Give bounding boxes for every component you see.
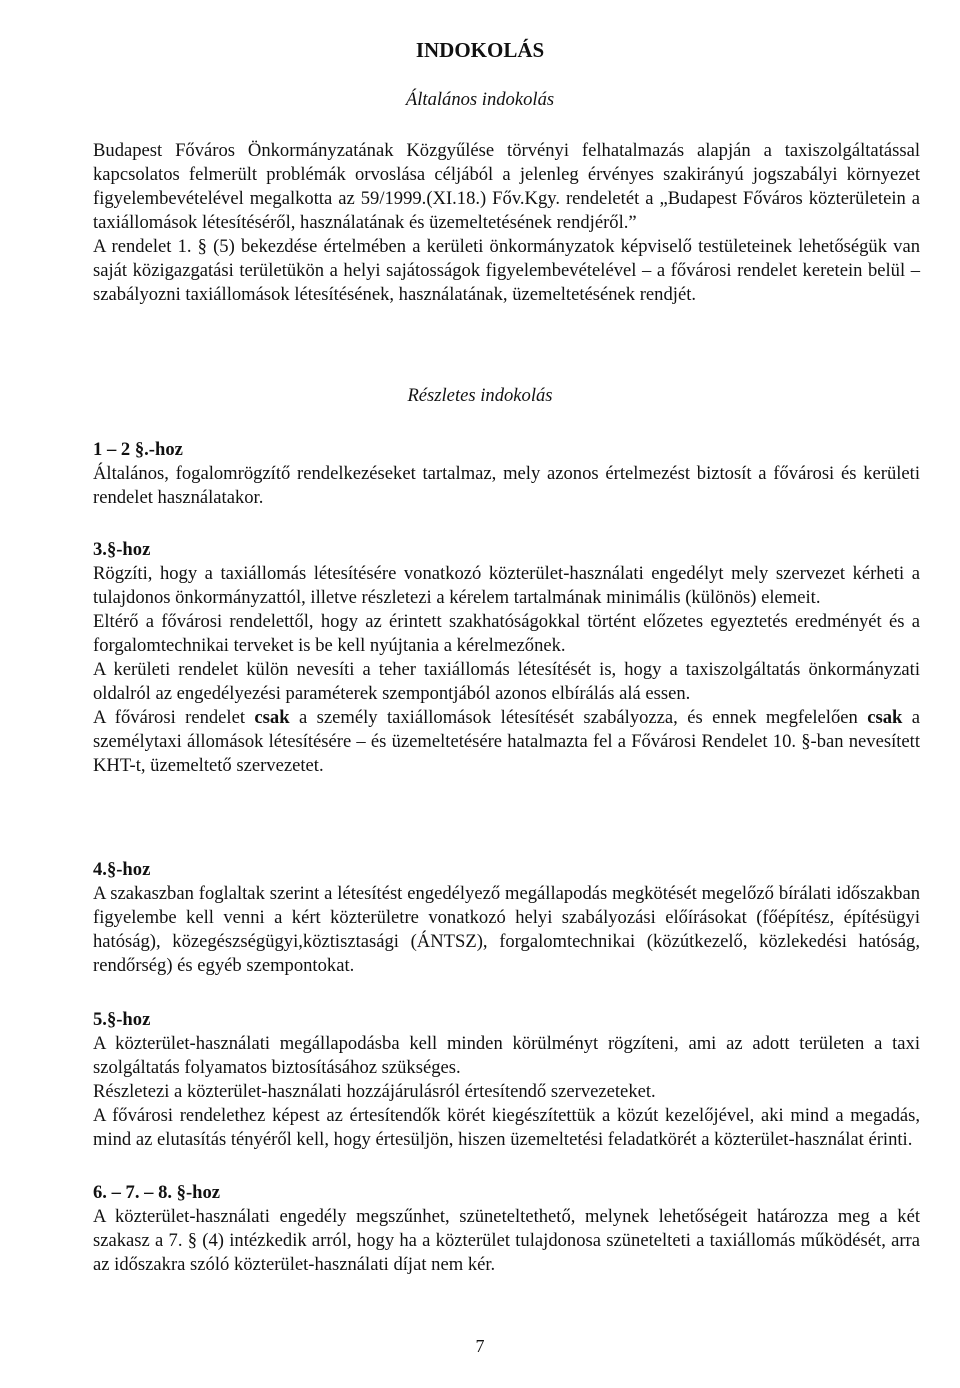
section-1-2: [93, 438, 920, 510]
section-5: [93, 1008, 920, 1152]
section-3-p4-text-2: a személy taxiállomások létesítését szabályozza, és ennek megfelelően: [289, 707, 868, 728]
section-6-8-paragraph: A közterület-használati engedély megszűnhet, szüneteltethető, melynek lehetőségeit határozza meg a két szakasz a 7. § (4) intézkedik arról, hogy ha a közterület tulajdonosa szünetelteti a taxiállomás működését, arra az időszakra szóló közterület-használati díjat nem kér.: [93, 1206, 920, 1275]
section-3-paragraph-3: A kerületi rendelet külön nevesíti a teher taxiállomás létesítését is, hogy a taxiszolgáltatás önkormányzati oldalról az engedélyezési paraméterek szempontjából azonos elbírálás alá essen.: [93, 659, 920, 704]
section-3-p4-emphasis-2: csak: [867, 707, 903, 728]
section-1-2-paragraph: Általános, fogalomrögzítő rendelkezéseket tartalmaz, mely azonos értelmezést biztosít a fővárosi és kerületi rendelet használatakor.: [93, 463, 920, 508]
section-3-paragraph-1: Rögzíti, hogy a taxiállomás létesítésére vonatkozó közterület-használati engedélyt mely szervezet kérheti a tulajdonos önkormányzattól, illetve részletezi a kérelem tartalmának minimális (különös) elemeit.: [93, 563, 920, 608]
detailed-justification-heading: Részletes indokolás: [407, 385, 553, 406]
page-number: 7: [475, 1336, 485, 1356]
section-5-paragraph-1: A közterület-használati megállapodásba kell minden körülményt rögzíteni, ami az adott területen a taxi szolgáltatás folyamatos biztosításához szükséges.: [93, 1033, 920, 1078]
section-5-heading: 5.§-hoz: [93, 1009, 151, 1030]
section-1-2-heading: 1 – 2 §.-hoz: [93, 439, 183, 460]
section-4-heading: 4.§-hoz: [93, 859, 151, 880]
section-4-paragraph: A szakaszban foglaltak szerint a létesítést engedélyező megállapodás megkötését megelőző bírálati időszakban figyelembe kell venni a kért közterületre vonatkozó helyi szabályozási előírásokat (főépítész, építésügyi hatóság), közegészségügyi,köztisztasági (ÁNTSZ), forgalomtechnikai (közútkezelő, közlekedési hatóság, rendőrség) és egyéb szempontokat.: [93, 883, 920, 976]
section-5-paragraph-2: Részletezi a közterület-használati hozzájárulásról értesítendő szervezeteket.: [93, 1081, 656, 1102]
section-3-p4-emphasis-1: csak: [254, 707, 290, 728]
section-3-heading: 3.§-hoz: [93, 539, 151, 560]
section-3: [93, 538, 920, 778]
general-justification-heading: Általános indokolás: [405, 89, 555, 110]
section-6-8: [93, 1181, 920, 1277]
section-6-8-heading: 6. – 7. – 8. §-hoz: [93, 1182, 221, 1203]
general-justification-body: [93, 139, 920, 307]
section-4: [93, 858, 920, 978]
section-3-p4-text-1: A fővárosi rendelet: [93, 707, 255, 728]
section-3-paragraph-4: [93, 706, 920, 778]
document-title: INDOKOLÁS: [415, 38, 545, 62]
general-paragraph-2: A rendelet 1. § (5) bekezdése értelmében a kerületi önkormányzatok képviselő testületeinek lehetőségük van saját közigazgatási területükön a helyi sajátosságok figyelembevételével – a fővárosi rendelet keretein belül – szabályozni taxiállomások létesítésének, használatának, üzemeltetésének rendjét.: [93, 236, 920, 305]
section-3-p4-text-3: a személytaxi állomások létesítésére – és üzemeltetésére hatalmazta fel a Fővárosi Rendelet 10. §-ban nevesített KHT-t, üzemeltető szervezetet.: [93, 707, 920, 776]
general-paragraph-1: Budapest Főváros Önkormányzatának Közgyűlése törvényi felhatalmazás alapján a taxiszolgáltatással kapcsolatos felmerült problémák orvoslása céljából a jelenleg érvényes szakirányú jogszabályi környezet figyelembevételével megalkotta az 59/1999.(XI.18.) Főv.Kgy. rendeletét a „Budapest Főváros közterületein a taxiállomások létesítéséről, használatának és üzemeltetésének rendjéről.”: [93, 140, 920, 233]
section-5-paragraph-3: A fővárosi rendelethez képest az értesítendők körét kiegészítettük a közút kezelőjével, aki mind a megadás, mind az elutasítás tényéről kell, hogy értesüljön, hiszen üzemeltetési feladatkörét a közterület-használat érinti.: [93, 1105, 920, 1150]
section-3-paragraph-2: Eltérő a fővárosi rendelettől, hogy az érintett szakhatóságokkal történt előzetes egyeztetés eredményét és a forgalomtechnikai terveket is be kell nyújtania a kérelmezőnek.: [93, 611, 920, 656]
